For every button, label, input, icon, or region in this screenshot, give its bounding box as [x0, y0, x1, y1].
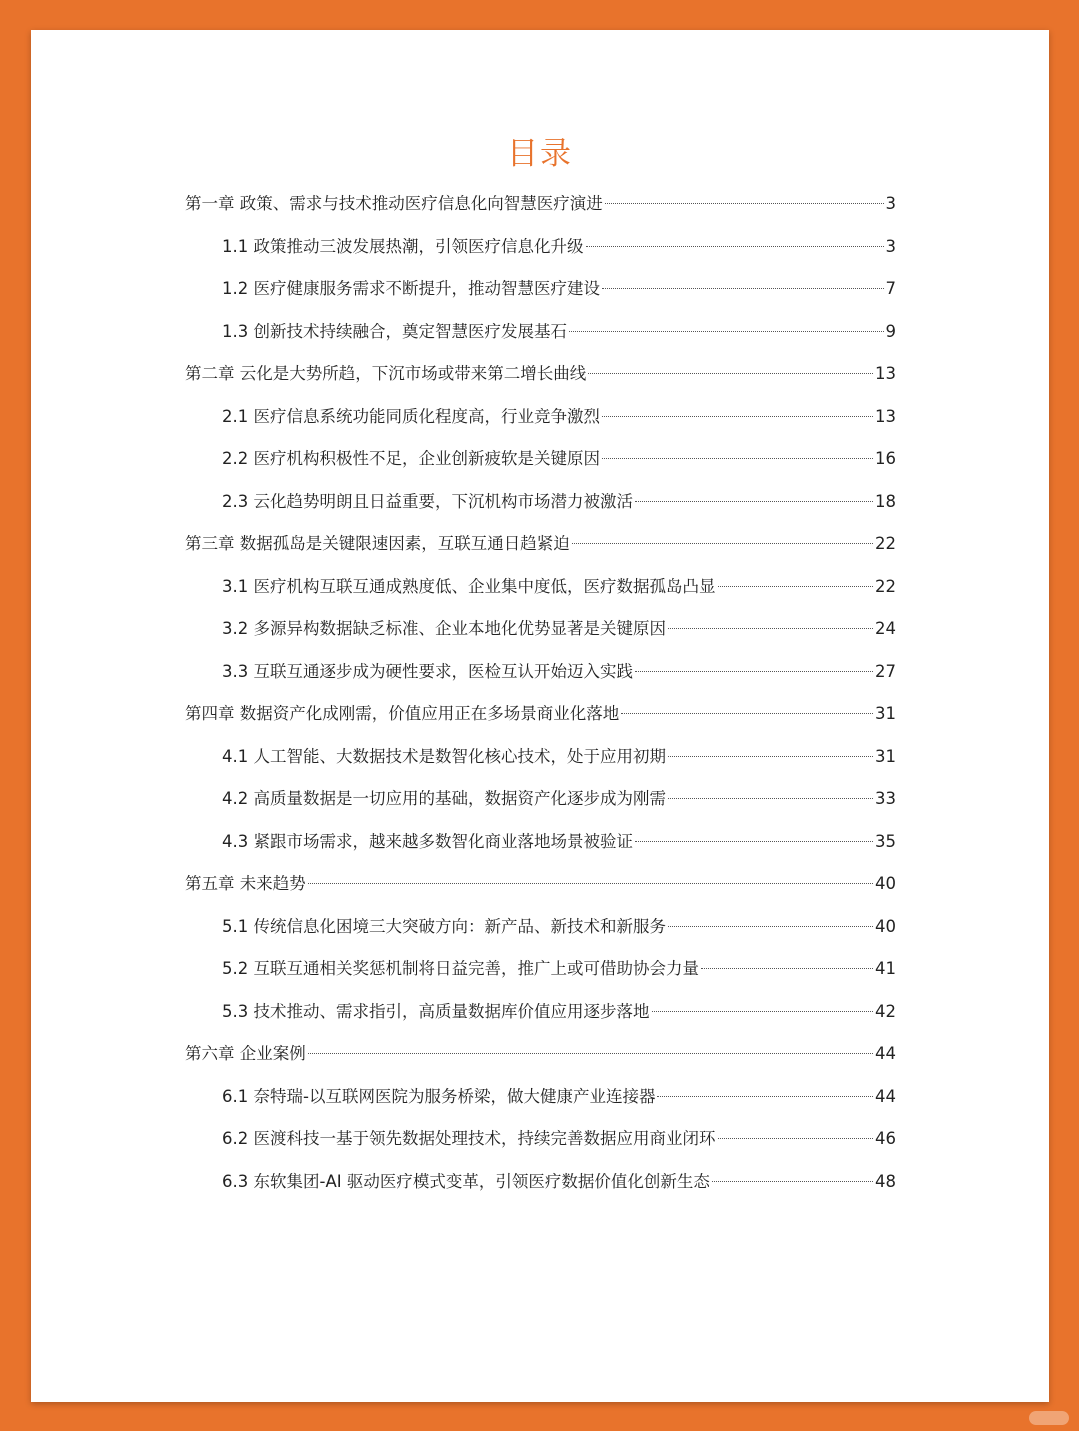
toc-entry-label: 2.2 医疗机构积极性不足，企业创新疲软是关键原因 — [222, 449, 600, 468]
toc-page-number: 3 — [885, 236, 896, 256]
toc-entry-label: 4.1 人工智能、大数据技术是数智化核心技术，处于应用初期 — [222, 746, 666, 766]
toc-section-entry[interactable] — [185, 742, 896, 785]
toc-entry-label: 3.1 医疗机构互联互通成熟度低、企业集中度低，医疗数据孤岛凸显 — [222, 576, 716, 596]
table-of-contents — [185, 189, 896, 1209]
dot-leader — [569, 331, 884, 332]
dot-leader — [668, 628, 873, 629]
toc-section-entry[interactable] — [185, 487, 896, 530]
toc-chapter-entry[interactable] — [185, 1039, 896, 1082]
toc-page-number: 13 — [875, 406, 896, 426]
toc-chapter-entry[interactable] — [185, 699, 896, 742]
toc-page-number: 46 — [875, 1129, 896, 1148]
toc-section-entry[interactable] — [185, 402, 896, 445]
toc-page-number: 48 — [875, 1171, 896, 1191]
dot-leader — [586, 246, 884, 247]
toc-section-entry[interactable] — [185, 657, 896, 700]
toc-entry-label: 第二章 云化是大势所趋，下沉市场或带来第二增长曲线 — [185, 364, 587, 383]
toc-section-entry[interactable] — [185, 317, 896, 360]
toc-entry-label: 6.3 东软集团-AI 驱动医疗模式变革，引领医疗数据价值化创新生态 — [222, 1171, 710, 1191]
toc-section-entry[interactable] — [185, 572, 896, 615]
toc-entry-label: 3.3 互联互通逐步成为硬性要求，医检互认开始迈入实践 — [222, 661, 633, 681]
toc-page-number: 18 — [875, 491, 896, 511]
dot-leader — [668, 926, 873, 927]
toc-section-entry[interactable] — [185, 827, 896, 870]
toc-entry-label: 第五章 未来趋势 — [185, 874, 306, 893]
toc-page-number: 22 — [875, 534, 896, 553]
dot-leader — [572, 543, 873, 544]
toc-chapter-entry[interactable] — [185, 189, 896, 232]
dot-leader — [668, 756, 873, 757]
dot-leader — [602, 288, 884, 289]
dot-leader — [635, 671, 873, 672]
toc-section-entry[interactable] — [185, 954, 896, 997]
toc-page-number: 31 — [875, 704, 896, 723]
dot-leader — [718, 586, 874, 587]
toc-entry-label: 4.2 高质量数据是一切应用的基础，数据资产化逐步成为刚需 — [222, 789, 666, 808]
toc-page-number: 41 — [875, 959, 896, 978]
toc-entry-label: 5.3 技术推动、需求指引，高质量数据库价值应用逐步落地 — [222, 1001, 650, 1021]
toc-section-entry[interactable] — [185, 274, 896, 317]
toc-section-entry[interactable] — [185, 912, 896, 955]
dot-leader — [308, 883, 873, 884]
dot-leader — [602, 416, 873, 417]
toc-section-entry[interactable] — [185, 997, 896, 1040]
toc-page-number: 13 — [875, 364, 896, 383]
dot-leader — [602, 458, 873, 459]
dot-leader — [657, 1096, 873, 1097]
toc-entry-label: 第三章 数据孤岛是关键限速因素，互联互通日趋紧迫 — [185, 534, 570, 553]
toc-page-number: 16 — [875, 449, 896, 468]
toc-chapter-entry[interactable] — [185, 529, 896, 572]
toc-page-number: 44 — [875, 1044, 896, 1063]
dot-leader — [712, 1181, 873, 1182]
toc-entry-label: 5.1 传统信息化困境三大突破方向：新产品、新技术和新服务 — [222, 916, 666, 936]
toc-chapter-entry[interactable] — [185, 359, 896, 402]
toc-entry-label: 2.1 医疗信息系统功能同质化程度高，行业竞争激烈 — [222, 406, 600, 426]
toc-entry-label: 6.2 医渡科技一基于领先数据处理技术，持续完善数据应用商业闭环 — [222, 1129, 716, 1148]
toc-entry-label: 1.2 医疗健康服务需求不断提升，推动智慧医疗建设 — [222, 279, 600, 298]
toc-chapter-entry[interactable] — [185, 869, 896, 912]
dot-leader — [635, 841, 873, 842]
toc-entry-label: 1.3 创新技术持续融合，奠定智慧医疗发展基石 — [222, 321, 567, 341]
toc-section-entry[interactable] — [185, 444, 896, 487]
toc-page-number: 35 — [875, 831, 896, 851]
toc-page-number: 27 — [875, 661, 896, 681]
toc-section-entry[interactable] — [185, 784, 896, 827]
toc-page-number: 22 — [875, 576, 896, 596]
toc-entry-label: 第六章 企业案例 — [185, 1044, 306, 1063]
toc-section-entry[interactable] — [185, 614, 896, 657]
watermark-badge — [1029, 1411, 1069, 1425]
dot-leader — [308, 1053, 873, 1054]
dot-leader — [718, 1138, 874, 1139]
toc-entry-label: 第一章 政策、需求与技术推动医疗信息化向智慧医疗演进 — [185, 194, 603, 213]
toc-page-number: 40 — [875, 916, 896, 936]
dot-leader — [652, 1011, 874, 1012]
toc-page-number: 40 — [875, 874, 896, 893]
toc-entry-label: 第四章 数据资产化成刚需，价值应用正在多场景商业化落地 — [185, 704, 620, 723]
toc-entry-label: 3.2 多源异构数据缺乏标准、企业本地化优势显著是关键原因 — [222, 619, 666, 638]
toc-entry-label: 2.3 云化趋势明朗且日益重要，下沉机构市场潜力被激活 — [222, 491, 633, 511]
document-page — [31, 30, 1049, 1402]
toc-page-number: 24 — [875, 619, 896, 638]
dot-leader — [701, 968, 873, 969]
toc-section-entry[interactable] — [185, 1167, 896, 1210]
dot-leader — [605, 203, 884, 204]
toc-entry-label: 6.1 奈特瑞-以互联网医院为服务桥梁，做大健康产业连接器 — [222, 1086, 656, 1106]
toc-title: 目录 — [507, 136, 573, 172]
dot-leader — [668, 798, 873, 799]
toc-page-number: 9 — [885, 321, 896, 341]
toc-page-number: 44 — [875, 1086, 896, 1106]
dot-leader — [635, 501, 873, 502]
toc-entry-label: 1.1 政策推动三波发展热潮，引领医疗信息化升级 — [222, 236, 584, 256]
dot-leader — [588, 373, 873, 374]
toc-entry-label: 4.3 紧跟市场需求，越来越多数智化商业落地场景被验证 — [222, 831, 633, 851]
toc-section-entry[interactable] — [185, 232, 896, 275]
toc-page-number: 3 — [885, 194, 896, 213]
toc-section-entry[interactable] — [185, 1124, 896, 1167]
toc-section-entry[interactable] — [185, 1082, 896, 1125]
dot-leader — [621, 713, 873, 714]
toc-page-number: 31 — [875, 746, 896, 766]
toc-entry-label: 5.2 互联互通相关奖惩机制将日益完善，推广上或可借助协会力量 — [222, 959, 699, 978]
toc-page-number: 7 — [885, 279, 896, 298]
toc-page-number: 42 — [875, 1001, 896, 1021]
toc-page-number: 33 — [875, 789, 896, 808]
